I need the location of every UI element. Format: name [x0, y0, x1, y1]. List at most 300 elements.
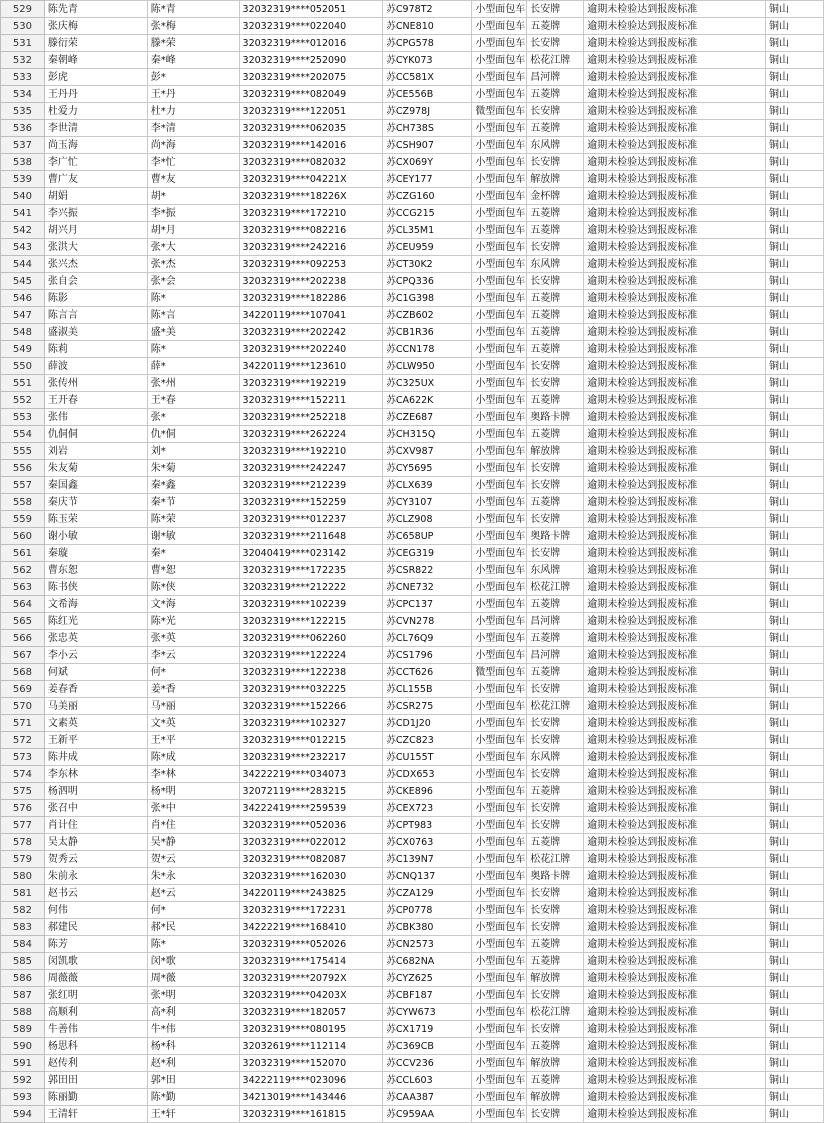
masked-name-cell: 张*会: [147, 273, 239, 290]
scrap-status-cell: 逾期未检验达到报废标准: [584, 52, 766, 69]
id-number-cell: 32032319****04203X: [239, 987, 383, 1004]
license-plate-cell: 苏CH738S: [383, 120, 472, 137]
owner-name-cell: 陈井成: [44, 749, 147, 766]
masked-name-cell: 彭*: [147, 69, 239, 86]
masked-name-cell: 何*: [147, 664, 239, 681]
vehicle-type-cell: 微型面包车: [472, 103, 527, 120]
id-number-cell: 32032319****242216: [239, 239, 383, 256]
id-number-cell: 32032319****172231: [239, 902, 383, 919]
vehicle-brand-cell: 松花江牌: [527, 52, 584, 69]
scrap-status-cell: 逾期未检验达到报废标准: [584, 749, 766, 766]
id-number-cell: 32032319****20792X: [239, 970, 383, 987]
table-row: [1, 596, 824, 613]
scrap-status-cell: 逾期未检验达到报废标准: [584, 528, 766, 545]
license-plate-cell: 苏C1G398: [383, 290, 472, 307]
row-number-cell: 552: [1, 392, 45, 409]
vehicle-type-cell: 小型面包车: [472, 885, 527, 902]
district-cell: 铜山: [766, 987, 824, 1004]
scrap-status-cell: 逾期未检验达到报废标准: [584, 783, 766, 800]
table-row: [1, 936, 824, 953]
scrap-status-cell: 逾期未检验达到报废标准: [584, 86, 766, 103]
owner-name-cell: 王新平: [44, 732, 147, 749]
masked-name-cell: 王*轩: [147, 1106, 239, 1123]
id-number-cell: 32032319****082216: [239, 222, 383, 239]
district-cell: 铜山: [766, 375, 824, 392]
scrap-status-cell: 逾期未检验达到报废标准: [584, 290, 766, 307]
row-number-cell: 534: [1, 86, 45, 103]
district-cell: 铜山: [766, 35, 824, 52]
vehicle-brand-cell: 五菱牌: [527, 494, 584, 511]
id-number-cell: 32032319****022040: [239, 18, 383, 35]
table-row: [1, 86, 824, 103]
id-number-cell: 32032319****252090: [239, 52, 383, 69]
vehicle-brand-cell: 五菱牌: [527, 120, 584, 137]
vehicle-brand-cell: 奥路卡牌: [527, 528, 584, 545]
owner-name-cell: 张自会: [44, 273, 147, 290]
license-plate-cell: 苏CS1796: [383, 647, 472, 664]
masked-name-cell: 赵*云: [147, 885, 239, 902]
owner-name-cell: 张忠英: [44, 630, 147, 647]
vehicle-brand-cell: 东风牌: [527, 137, 584, 154]
license-plate-cell: 苏C978T2: [383, 1, 472, 18]
district-cell: 铜山: [766, 953, 824, 970]
scrap-status-cell: 逾期未检验达到报废标准: [584, 800, 766, 817]
vehicle-type-cell: 小型面包车: [472, 749, 527, 766]
license-plate-cell: 苏CLX639: [383, 477, 472, 494]
id-number-cell: 32032319****192219: [239, 375, 383, 392]
vehicle-type-cell: 小型面包车: [472, 851, 527, 868]
scrap-status-cell: 逾期未检验达到报废标准: [584, 188, 766, 205]
vehicle-brand-cell: 解放牌: [527, 970, 584, 987]
vehicle-brand-cell: 五菱牌: [527, 222, 584, 239]
district-cell: 铜山: [766, 749, 824, 766]
district-cell: 铜山: [766, 171, 824, 188]
license-plate-cell: 苏CBF187: [383, 987, 472, 1004]
owner-name-cell: 谢小敏: [44, 528, 147, 545]
masked-name-cell: 姜*香: [147, 681, 239, 698]
masked-name-cell: 张*梅: [147, 18, 239, 35]
row-number-cell: 586: [1, 970, 45, 987]
license-plate-cell: 苏CC581X: [383, 69, 472, 86]
district-cell: 铜山: [766, 630, 824, 647]
masked-name-cell: 秦*节: [147, 494, 239, 511]
row-number-cell: 562: [1, 562, 45, 579]
masked-name-cell: 薛*: [147, 358, 239, 375]
row-number-cell: 570: [1, 698, 45, 715]
masked-name-cell: 王*平: [147, 732, 239, 749]
district-cell: 铜山: [766, 188, 824, 205]
vehicle-type-cell: 小型面包车: [472, 817, 527, 834]
table-row: [1, 613, 824, 630]
id-number-cell: 34213019****143446: [239, 1089, 383, 1106]
license-plate-cell: 苏CDX653: [383, 766, 472, 783]
scrap-status-cell: 逾期未检验达到报废标准: [584, 18, 766, 35]
license-plate-cell: 苏CCT626: [383, 664, 472, 681]
table-row: [1, 18, 824, 35]
owner-name-cell: 滕衍荣: [44, 35, 147, 52]
row-number-cell: 560: [1, 528, 45, 545]
vehicle-brand-cell: 五菱牌: [527, 630, 584, 647]
scrap-status-cell: 逾期未检验达到报废标准: [584, 69, 766, 86]
vehicle-brand-cell: 长安牌: [527, 766, 584, 783]
owner-name-cell: 文希海: [44, 596, 147, 613]
table-row: [1, 664, 824, 681]
table-row: [1, 409, 824, 426]
license-plate-cell: 苏CZC823: [383, 732, 472, 749]
vehicle-type-cell: 小型面包车: [472, 1089, 527, 1106]
id-number-cell: 32032319****162030: [239, 868, 383, 885]
license-plate-cell: 苏CZE687: [383, 409, 472, 426]
id-number-cell: 32032319****082032: [239, 154, 383, 171]
vehicle-type-cell: 小型面包车: [472, 902, 527, 919]
row-number-cell: 568: [1, 664, 45, 681]
masked-name-cell: 胡*月: [147, 222, 239, 239]
scrap-status-cell: 逾期未检验达到报废标准: [584, 1004, 766, 1021]
row-number-cell: 587: [1, 987, 45, 1004]
vehicle-brand-cell: 五菱牌: [527, 1072, 584, 1089]
district-cell: 铜山: [766, 307, 824, 324]
license-plate-cell: 苏CA622K: [383, 392, 472, 409]
vehicle-type-cell: 小型面包车: [472, 698, 527, 715]
vehicle-brand-cell: 昌河牌: [527, 613, 584, 630]
license-plate-cell: 苏CU155T: [383, 749, 472, 766]
vehicle-brand-cell: 长安牌: [527, 477, 584, 494]
table-row: [1, 630, 824, 647]
masked-name-cell: 王*春: [147, 392, 239, 409]
id-number-cell: 32032319****032225: [239, 681, 383, 698]
scrap-status-cell: 逾期未检验达到报废标准: [584, 579, 766, 596]
id-number-cell: 32032319****142016: [239, 137, 383, 154]
id-number-cell: 32032319****152211: [239, 392, 383, 409]
owner-name-cell: 刘岩: [44, 443, 147, 460]
scrap-status-cell: 逾期未检验达到报废标准: [584, 545, 766, 562]
district-cell: 铜山: [766, 681, 824, 698]
vehicle-brand-cell: 长安牌: [527, 511, 584, 528]
license-plate-cell: 苏CVN278: [383, 613, 472, 630]
owner-name-cell: 赵传利: [44, 1055, 147, 1072]
id-number-cell: 32032319****052051: [239, 1, 383, 18]
vehicle-brand-cell: 长安牌: [527, 987, 584, 1004]
table-row: [1, 970, 824, 987]
district-cell: 铜山: [766, 69, 824, 86]
vehicle-type-cell: 小型面包车: [472, 953, 527, 970]
vehicle-type-cell: 小型面包车: [472, 562, 527, 579]
table-row: [1, 579, 824, 596]
row-number-cell: 584: [1, 936, 45, 953]
id-number-cell: 32032319****022012: [239, 834, 383, 851]
district-cell: 铜山: [766, 970, 824, 987]
row-number-cell: 594: [1, 1106, 45, 1123]
table-row: [1, 562, 824, 579]
owner-name-cell: 王丹丹: [44, 86, 147, 103]
vehicle-type-cell: 小型面包车: [472, 715, 527, 732]
row-number-cell: 545: [1, 273, 45, 290]
id-number-cell: 32032619****112114: [239, 1038, 383, 1055]
scrap-status-cell: 逾期未检验达到报废标准: [584, 1, 766, 18]
scrap-status-cell: 逾期未检验达到报废标准: [584, 307, 766, 324]
owner-name-cell: 张洪大: [44, 239, 147, 256]
owner-name-cell: 赵书云: [44, 885, 147, 902]
scrap-status-cell: 逾期未检验达到报废标准: [584, 987, 766, 1004]
row-number-cell: 565: [1, 613, 45, 630]
license-plate-cell: 苏CEU959: [383, 239, 472, 256]
district-cell: 铜山: [766, 103, 824, 120]
row-number-cell: 590: [1, 1038, 45, 1055]
license-plate-cell: 苏CSH907: [383, 137, 472, 154]
owner-name-cell: 张召中: [44, 800, 147, 817]
table-row: [1, 120, 824, 137]
vehicle-brand-cell: 长安牌: [527, 154, 584, 171]
table-row: [1, 902, 824, 919]
scrap-status-cell: 逾期未检验达到报废标准: [584, 392, 766, 409]
license-plate-cell: 苏CCV236: [383, 1055, 472, 1072]
vehicle-type-cell: 小型面包车: [472, 1106, 527, 1123]
vehicle-type-cell: 小型面包车: [472, 596, 527, 613]
table-row: [1, 647, 824, 664]
scrap-status-cell: 逾期未检验达到报废标准: [584, 919, 766, 936]
district-cell: 铜山: [766, 596, 824, 613]
id-number-cell: 32032319****152070: [239, 1055, 383, 1072]
table-row: [1, 324, 824, 341]
district-cell: 铜山: [766, 120, 824, 137]
vehicle-type-cell: 小型面包车: [472, 324, 527, 341]
vehicle-type-cell: 小型面包车: [472, 35, 527, 52]
owner-name-cell: 王开春: [44, 392, 147, 409]
vehicle-brand-cell: 东风牌: [527, 749, 584, 766]
masked-name-cell: 王*丹: [147, 86, 239, 103]
row-number-cell: 575: [1, 783, 45, 800]
scrap-status-cell: 逾期未检验达到报废标准: [584, 715, 766, 732]
row-number-cell: 571: [1, 715, 45, 732]
table-row: [1, 188, 824, 205]
table-row: [1, 239, 824, 256]
vehicle-type-cell: 小型面包车: [472, 239, 527, 256]
license-plate-cell: 苏CSR822: [383, 562, 472, 579]
license-plate-cell: 苏C959AA: [383, 1106, 472, 1123]
owner-name-cell: 陈玉荣: [44, 511, 147, 528]
row-number-cell: 531: [1, 35, 45, 52]
table-row: [1, 222, 824, 239]
vehicle-brand-cell: 长安牌: [527, 1106, 584, 1123]
vehicle-brand-cell: 松花江牌: [527, 698, 584, 715]
row-number-cell: 536: [1, 120, 45, 137]
id-number-cell: 32032319****082087: [239, 851, 383, 868]
id-number-cell: 32032319****192210: [239, 443, 383, 460]
vehicle-type-cell: 小型面包车: [472, 460, 527, 477]
vehicle-brand-cell: 解放牌: [527, 1089, 584, 1106]
owner-name-cell: 彭虎: [44, 69, 147, 86]
id-number-cell: 32032319****252218: [239, 409, 383, 426]
vehicle-type-cell: 小型面包车: [472, 545, 527, 562]
owner-name-cell: 张兴杰: [44, 256, 147, 273]
id-number-cell: 32032319****212222: [239, 579, 383, 596]
table-row: [1, 987, 824, 1004]
district-cell: 铜山: [766, 698, 824, 715]
vehicle-type-cell: 小型面包车: [472, 834, 527, 851]
table-row: [1, 681, 824, 698]
masked-name-cell: 朱*永: [147, 868, 239, 885]
district-cell: 铜山: [766, 545, 824, 562]
vehicle-brand-cell: 长安牌: [527, 460, 584, 477]
vehicle-type-cell: 小型面包车: [472, 732, 527, 749]
license-plate-cell: 苏CZG160: [383, 188, 472, 205]
table-row: [1, 154, 824, 171]
district-cell: 铜山: [766, 409, 824, 426]
license-plate-cell: 苏CEY177: [383, 171, 472, 188]
license-plate-cell: 苏C325UX: [383, 375, 472, 392]
id-number-cell: 32032319****080195: [239, 1021, 383, 1038]
scrap-status-cell: 逾期未检验达到报废标准: [584, 817, 766, 834]
vehicle-brand-cell: 松花江牌: [527, 851, 584, 868]
vehicle-type-cell: 小型面包车: [472, 783, 527, 800]
row-number-cell: 547: [1, 307, 45, 324]
license-plate-cell: 苏CX1719: [383, 1021, 472, 1038]
vehicle-brand-cell: 五菱牌: [527, 392, 584, 409]
vehicle-type-cell: 小型面包车: [472, 647, 527, 664]
scrap-status-cell: 逾期未检验达到报废标准: [584, 443, 766, 460]
vehicle-brand-cell: 五菱牌: [527, 664, 584, 681]
owner-name-cell: 张伟: [44, 409, 147, 426]
license-plate-cell: 苏CCG215: [383, 205, 472, 222]
district-cell: 铜山: [766, 460, 824, 477]
license-plate-cell: 苏CXV987: [383, 443, 472, 460]
table-row: [1, 511, 824, 528]
scrap-status-cell: 逾期未检验达到报废标准: [584, 681, 766, 698]
vehicle-brand-cell: 奥路卡牌: [527, 868, 584, 885]
scrap-status-cell: 逾期未检验达到报废标准: [584, 358, 766, 375]
masked-name-cell: 滕*荣: [147, 35, 239, 52]
district-cell: 铜山: [766, 766, 824, 783]
vehicle-type-cell: 小型面包车: [472, 290, 527, 307]
table-row: [1, 443, 824, 460]
vehicle-type-cell: 小型面包车: [472, 188, 527, 205]
table-row: [1, 1089, 824, 1106]
owner-name-cell: 盛淑美: [44, 324, 147, 341]
district-cell: 铜山: [766, 18, 824, 35]
district-cell: 铜山: [766, 1089, 824, 1106]
owner-name-cell: 陈丽勤: [44, 1089, 147, 1106]
vehicle-brand-cell: 五菱牌: [527, 936, 584, 953]
vehicle-type-cell: 小型面包车: [472, 358, 527, 375]
owner-name-cell: 李广忙: [44, 154, 147, 171]
vehicle-brand-cell: 长安牌: [527, 800, 584, 817]
masked-name-cell: 张*中: [147, 800, 239, 817]
masked-name-cell: 闵*歌: [147, 953, 239, 970]
masked-name-cell: 高*利: [147, 1004, 239, 1021]
license-plate-cell: 苏CCN178: [383, 341, 472, 358]
table-row: [1, 358, 824, 375]
masked-name-cell: 陈*勤: [147, 1089, 239, 1106]
district-cell: 铜山: [766, 647, 824, 664]
scrap-status-cell: 逾期未检验达到报废标准: [584, 494, 766, 511]
table-row: [1, 783, 824, 800]
masked-name-cell: 牛*伟: [147, 1021, 239, 1038]
owner-name-cell: 郝建民: [44, 919, 147, 936]
row-number-cell: 589: [1, 1021, 45, 1038]
vehicle-type-cell: 小型面包车: [472, 970, 527, 987]
masked-name-cell: 张*: [147, 409, 239, 426]
district-cell: 铜山: [766, 324, 824, 341]
owner-name-cell: 秦璇: [44, 545, 147, 562]
license-plate-cell: 苏CY3107: [383, 494, 472, 511]
scrap-status-cell: 逾期未检验达到报废标准: [584, 154, 766, 171]
vehicle-type-cell: 小型面包车: [472, 375, 527, 392]
row-number-cell: 580: [1, 868, 45, 885]
vehicle-brand-cell: 东风牌: [527, 256, 584, 273]
license-plate-cell: 苏CX0763: [383, 834, 472, 851]
vehicle-type-cell: 小型面包车: [472, 868, 527, 885]
id-number-cell: 32032319****152259: [239, 494, 383, 511]
vehicle-brand-cell: 长安牌: [527, 715, 584, 732]
masked-name-cell: 李*清: [147, 120, 239, 137]
scrap-status-cell: 逾期未检验达到报废标准: [584, 137, 766, 154]
scrap-status-cell: 逾期未检验达到报废标准: [584, 120, 766, 137]
owner-name-cell: 肖计住: [44, 817, 147, 834]
owner-name-cell: 李兴振: [44, 205, 147, 222]
vehicle-brand-cell: 金杯牌: [527, 188, 584, 205]
row-number-cell: 548: [1, 324, 45, 341]
owner-name-cell: 文素英: [44, 715, 147, 732]
vehicle-type-cell: 小型面包车: [472, 1004, 527, 1021]
vehicle-brand-cell: 长安牌: [527, 239, 584, 256]
owner-name-cell: 仇侗侗: [44, 426, 147, 443]
district-cell: 铜山: [766, 919, 824, 936]
vehicle-brand-cell: 解放牌: [527, 443, 584, 460]
masked-name-cell: 郭*田: [147, 1072, 239, 1089]
row-number-cell: 542: [1, 222, 45, 239]
masked-name-cell: 李*云: [147, 647, 239, 664]
table-row: [1, 477, 824, 494]
license-plate-cell: 苏CLW950: [383, 358, 472, 375]
scrap-status-cell: 逾期未检验达到报废标准: [584, 222, 766, 239]
scrap-status-cell: 逾期未检验达到报废标准: [584, 273, 766, 290]
vehicle-type-cell: 小型面包车: [472, 1, 527, 18]
vehicle-type-cell: 小型面包车: [472, 579, 527, 596]
table-row: [1, 171, 824, 188]
district-cell: 铜山: [766, 392, 824, 409]
district-cell: 铜山: [766, 528, 824, 545]
scrap-status-cell: 逾期未检验达到报废标准: [584, 426, 766, 443]
vehicle-brand-cell: 五菱牌: [527, 290, 584, 307]
masked-name-cell: 陈*: [147, 290, 239, 307]
id-number-cell: 32032319****202240: [239, 341, 383, 358]
district-cell: 铜山: [766, 290, 824, 307]
masked-name-cell: 周*薇: [147, 970, 239, 987]
owner-name-cell: 陈红光: [44, 613, 147, 630]
table-row: [1, 732, 824, 749]
owner-name-cell: 张红明: [44, 987, 147, 1004]
district-cell: 铜山: [766, 52, 824, 69]
id-number-cell: 32032319****161815: [239, 1106, 383, 1123]
vehicle-type-cell: 小型面包车: [472, 443, 527, 460]
table-row: [1, 103, 824, 120]
license-plate-cell: 苏CL35M1: [383, 222, 472, 239]
vehicle-brand-cell: 长安牌: [527, 545, 584, 562]
vehicle-brand-cell: 五菱牌: [527, 1038, 584, 1055]
table-row: [1, 851, 824, 868]
row-number-cell: 577: [1, 817, 45, 834]
district-cell: 铜山: [766, 902, 824, 919]
id-number-cell: 32032319****182286: [239, 290, 383, 307]
license-plate-cell: 苏CYK073: [383, 52, 472, 69]
table-row: [1, 273, 824, 290]
masked-name-cell: 秦*: [147, 545, 239, 562]
vehicle-type-cell: 小型面包车: [472, 1072, 527, 1089]
district-cell: 铜山: [766, 800, 824, 817]
vehicle-brand-cell: 解放牌: [527, 171, 584, 188]
table-row: [1, 953, 824, 970]
id-number-cell: 32032319****18226X: [239, 188, 383, 205]
